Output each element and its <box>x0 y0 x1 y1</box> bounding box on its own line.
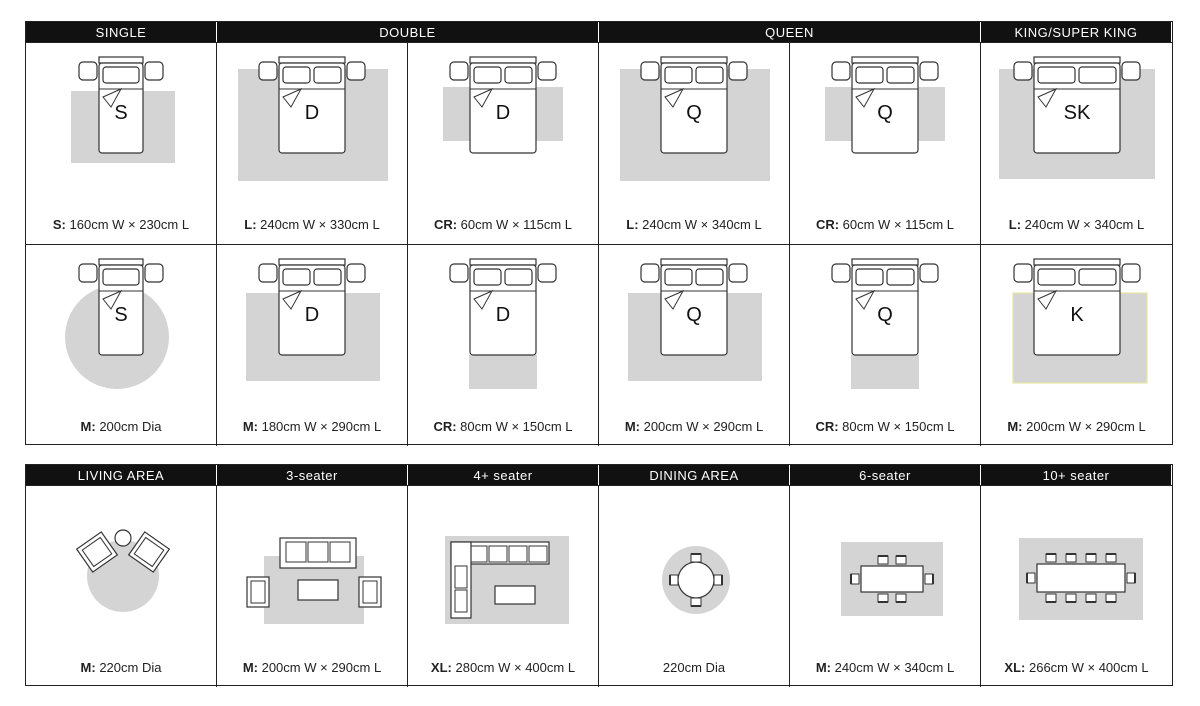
dining-chair-icon <box>1046 554 1056 562</box>
pillow-icon <box>505 67 532 83</box>
headboard-icon <box>279 57 345 63</box>
dining-chair-seat <box>670 575 678 585</box>
nightstand-icon <box>832 264 850 282</box>
rug-size-caption <box>599 217 789 232</box>
size-dimensions: 200cm Dia <box>95 419 162 434</box>
dining-chair-seat <box>851 574 859 584</box>
bed-rug-cell <box>981 42 1172 244</box>
rug-size-caption <box>981 419 1172 434</box>
pillow-icon <box>856 269 883 285</box>
room-category-header: DINING AREA <box>599 465 790 485</box>
bed-category-header: DOUBLE <box>217 22 599 42</box>
bed-rug-diagram <box>604 49 784 199</box>
size-dimensions: 80cm W × 150cm L <box>456 419 573 434</box>
bed-rug-diagram <box>222 251 402 401</box>
nightstand-icon <box>1014 62 1032 80</box>
room-category-header: LIVING AREA <box>26 465 217 485</box>
room-rug-cell <box>599 485 790 687</box>
pillow-icon <box>314 67 341 83</box>
size-code: S: <box>52 217 66 232</box>
dining-chair-seat <box>1106 554 1116 562</box>
dining-chair-icon <box>1106 554 1116 562</box>
size-code: M: <box>624 419 640 434</box>
rug-size-caption <box>790 419 980 434</box>
nightstand-icon <box>729 264 747 282</box>
bed-rug-diagram <box>795 49 975 199</box>
room-rug-cell <box>217 485 408 687</box>
bed-size-letter: Q <box>877 303 893 326</box>
dining-chair-icon <box>1066 554 1076 562</box>
room-rug-cell <box>790 485 981 687</box>
nightstand-icon <box>1122 62 1140 80</box>
pillow-icon <box>665 269 692 285</box>
armchair-icon <box>247 577 269 607</box>
dining-chair-icon <box>1127 573 1135 583</box>
pillow-icon <box>887 269 914 285</box>
bed-size-letter: D <box>495 101 511 124</box>
dining-chair-icon <box>1086 554 1096 562</box>
bed-size-letter: D <box>304 303 320 326</box>
bed-rug-diagram <box>31 251 211 401</box>
rug-runner-left <box>443 87 471 141</box>
furniture-group <box>445 536 569 624</box>
bed-size-letter: Q <box>686 303 702 326</box>
sofa-cushion-icon <box>469 546 487 562</box>
size-dimensions: 220cm Dia <box>662 660 726 675</box>
bed-rug-cell <box>26 42 217 244</box>
bed-rug-diagram <box>413 251 593 401</box>
pillow-icon <box>1038 269 1075 285</box>
rug-size-caption <box>217 217 407 232</box>
bed-rug-diagram <box>31 49 211 199</box>
bed-size-letter: S <box>114 101 128 124</box>
pillow-icon <box>283 67 310 83</box>
size-code: XL: <box>1004 660 1026 675</box>
dining-chair-seat <box>1027 573 1035 583</box>
armchair-icon <box>359 577 381 607</box>
nightstand-icon <box>145 62 163 80</box>
nightstand-icon <box>145 264 163 282</box>
bed-rug-cell <box>599 42 790 244</box>
nightstand-icon <box>538 62 556 80</box>
pillow-icon <box>505 269 532 285</box>
nightstand-icon <box>538 264 556 282</box>
dining-chair-seat <box>878 594 888 602</box>
rug-size-caption <box>408 419 598 434</box>
dining-chair-icon <box>878 594 888 602</box>
size-dimensions: 160cm W × 230cm L <box>65 217 190 232</box>
bed-rug-cell <box>217 42 408 244</box>
bed-rug-diagram <box>222 49 402 199</box>
nightstand-icon <box>79 264 97 282</box>
room-category-header: 6-seater <box>790 465 981 485</box>
room-rug-diagram <box>413 492 593 642</box>
rug-runner-left <box>825 87 853 141</box>
dining-chair-icon <box>851 574 859 584</box>
room-category-header: 3-seater <box>217 465 408 485</box>
dining-chair-seat <box>925 574 933 584</box>
size-dimensions: 280cm W × 400cm L <box>451 660 576 675</box>
rug-size-caption <box>217 660 407 675</box>
size-dimensions: 200cm W × 290cm L <box>257 660 382 675</box>
size-dimensions: 266cm W × 400cm L <box>1025 660 1149 675</box>
pillow-icon <box>1079 67 1116 83</box>
dining-chair-seat <box>714 575 722 585</box>
headboard-icon <box>99 259 143 265</box>
rug-size-caption <box>26 419 216 434</box>
rug-size-caption <box>599 419 789 434</box>
bed-rug-cell <box>790 42 981 244</box>
pillow-icon <box>283 269 310 285</box>
bed-category-header: SINGLE <box>26 22 217 42</box>
bed-rug-cell <box>26 244 217 446</box>
sofa-cushion-icon <box>308 542 328 562</box>
furniture-group <box>841 542 943 616</box>
rug-size-caption <box>790 217 980 232</box>
side-table-icon <box>115 530 131 546</box>
dining-chair-icon <box>691 598 701 606</box>
furniture-group <box>77 530 170 612</box>
pillow-icon <box>665 67 692 83</box>
room-category-header: 4+ seater <box>408 465 599 485</box>
sofa-cushion-icon <box>529 546 547 562</box>
sofa-cushion-icon <box>286 542 306 562</box>
bed-rug-diagram <box>413 49 593 199</box>
sofa-cushion-icon <box>489 546 507 562</box>
size-code: M: <box>1007 419 1023 434</box>
rug-size-caption <box>26 217 216 232</box>
nightstand-icon <box>1014 264 1032 282</box>
bed-size-letter: Q <box>877 101 893 124</box>
armchair-seat <box>363 581 377 603</box>
size-code: M: <box>80 419 96 434</box>
dining-chair-seat <box>896 556 906 564</box>
dining-chair-seat <box>691 598 701 606</box>
headboard-icon <box>852 259 918 265</box>
room-category-header: 10+ seater <box>981 465 1172 485</box>
bed-category-header: KING/SUPER KING <box>981 22 1172 42</box>
dining-chair-icon <box>1066 594 1076 602</box>
headboard-icon <box>1034 259 1120 265</box>
headboard-icon <box>661 259 727 265</box>
pillow-icon <box>474 67 501 83</box>
size-dimensions: 200cm W × 290cm L <box>639 419 764 434</box>
size-code: M: <box>80 660 96 675</box>
room-rug-diagram <box>222 492 402 642</box>
size-code: XL: <box>430 660 452 675</box>
size-dimensions: 180cm W × 290cm L <box>257 419 382 434</box>
bed-rug-diagram <box>795 251 975 401</box>
size-code: CR: <box>815 419 839 434</box>
dining-table-icon <box>861 566 923 592</box>
room-rug-diagram <box>795 492 975 642</box>
headboard-icon <box>1034 57 1120 63</box>
bed-icon <box>832 259 938 355</box>
bed-size-letter: Q <box>686 101 702 124</box>
size-dimensions: 60cm W × 115cm L <box>839 217 955 232</box>
rug-size-caption <box>790 660 980 675</box>
size-code: M: <box>815 660 831 675</box>
size-dimensions: 240cm W × 340cm L <box>830 660 955 675</box>
bed-rug-cell <box>217 244 408 446</box>
pillow-icon <box>696 67 723 83</box>
dining-chair-seat <box>896 594 906 602</box>
dining-chair-seat <box>1066 554 1076 562</box>
rug-size-caption <box>981 217 1172 232</box>
pillow-icon <box>856 67 883 83</box>
furniture-group <box>662 546 730 614</box>
dining-chair-seat <box>1086 594 1096 602</box>
bed-rug-cell <box>790 244 981 446</box>
dining-chair-seat <box>1066 594 1076 602</box>
dining-chair-seat <box>878 556 888 564</box>
dining-chair-icon <box>925 574 933 584</box>
dining-chair-icon <box>1046 594 1056 602</box>
room-rug-diagram <box>31 492 211 642</box>
bed-rug-cell <box>599 244 790 446</box>
bed-icon <box>450 259 556 355</box>
nightstand-icon <box>920 62 938 80</box>
size-code: M: <box>242 419 258 434</box>
nightstand-icon <box>641 62 659 80</box>
size-dimensions: 240cm W × 340cm L <box>638 217 762 232</box>
furniture-group <box>247 538 381 624</box>
rug-size-caption <box>26 660 216 675</box>
bed-rug-diagram <box>604 251 784 401</box>
rug-size-caption <box>981 660 1172 675</box>
sofa-cushion-icon <box>330 542 350 562</box>
nightstand-icon <box>1122 264 1140 282</box>
pillow-icon <box>1079 269 1116 285</box>
nightstand-icon <box>79 62 97 80</box>
bed-size-letter: K <box>1069 303 1084 326</box>
bed-rug-diagram <box>987 49 1167 199</box>
dining-chair-icon <box>1027 573 1035 583</box>
rug-runner-right <box>917 87 945 141</box>
size-dimensions: 80cm W × 150cm L <box>838 419 955 434</box>
nightstand-icon <box>259 62 277 80</box>
room-rug-diagram <box>987 492 1167 642</box>
rug-size-caption <box>599 660 789 675</box>
bed-rug-cell <box>408 42 599 244</box>
headboard-icon <box>852 57 918 63</box>
dining-chair-icon <box>670 575 678 585</box>
bed-rug-cell <box>981 244 1172 446</box>
room-rug-size-grid <box>25 464 1173 686</box>
rug-foot <box>851 355 919 389</box>
bed-rug-cell <box>408 244 599 446</box>
dining-chair-icon <box>896 594 906 602</box>
headboard-icon <box>470 57 536 63</box>
headboard-icon <box>99 57 143 63</box>
pillow-icon <box>103 67 139 83</box>
size-code: L: <box>626 217 639 232</box>
dining-chair-seat <box>1046 554 1056 562</box>
nightstand-icon <box>641 264 659 282</box>
pillow-icon <box>887 67 914 83</box>
bed-size-letter: S <box>114 303 128 326</box>
size-dimensions: 240cm W × 340cm L <box>1021 217 1145 232</box>
dining-chair-icon <box>714 575 722 585</box>
rug-size-caption <box>217 419 407 434</box>
dining-chair-icon <box>1086 594 1096 602</box>
size-code: CR: <box>433 217 458 232</box>
size-dimensions: 220cm Dia <box>95 660 162 675</box>
coffee-table-icon <box>298 580 338 600</box>
room-rug-cell <box>408 485 599 687</box>
pillow-icon <box>474 269 501 285</box>
nightstand-icon <box>450 62 468 80</box>
bed-size-letter: SK <box>1063 101 1090 124</box>
size-code: M: <box>242 660 258 675</box>
size-dimensions: 200cm W × 290cm L <box>1022 419 1146 434</box>
dining-chair-icon <box>896 556 906 564</box>
dining-chair-seat <box>1127 573 1135 583</box>
bed-rug-diagram <box>987 251 1167 401</box>
nightstand-icon <box>920 264 938 282</box>
rug-size-caption <box>408 660 598 675</box>
rug-shape <box>851 355 919 389</box>
nightstand-icon <box>729 62 747 80</box>
size-code: L: <box>244 217 257 232</box>
pillow-icon <box>1038 67 1075 83</box>
headboard-icon <box>661 57 727 63</box>
sofa-cushion-icon <box>455 566 467 588</box>
size-code: CR: <box>433 419 457 434</box>
headboard-icon <box>470 259 536 265</box>
bed-size-letter: D <box>304 101 320 124</box>
dining-chair-icon <box>878 556 888 564</box>
pillow-icon <box>103 269 139 285</box>
room-rug-diagram <box>604 492 784 642</box>
rug-runner-right <box>535 87 563 141</box>
dining-chair-seat <box>1046 594 1056 602</box>
bed-rug-size-grid <box>25 21 1173 445</box>
dining-chair-seat <box>1086 554 1096 562</box>
round-table-icon <box>678 562 714 598</box>
size-code: L: <box>1008 217 1022 232</box>
rug-shape <box>469 355 537 389</box>
room-rug-cell <box>981 485 1172 687</box>
bed-size-letter: D <box>495 303 511 326</box>
nightstand-icon <box>347 264 365 282</box>
dining-chair-seat <box>1106 594 1116 602</box>
coffee-table-icon <box>495 586 535 604</box>
dining-chair-icon <box>1106 594 1116 602</box>
dining-table-icon <box>1037 564 1125 592</box>
bed-category-header: QUEEN <box>599 22 981 42</box>
rug-foot <box>469 355 537 389</box>
nightstand-icon <box>259 264 277 282</box>
furniture-group <box>1019 538 1143 620</box>
pillow-icon <box>696 269 723 285</box>
size-code: CR: <box>815 217 840 232</box>
armchair-seat <box>251 581 265 603</box>
dining-chair-icon <box>691 554 701 562</box>
room-rug-cell <box>26 485 217 687</box>
pillow-icon <box>314 269 341 285</box>
size-dimensions: 60cm W × 115cm L <box>457 217 573 232</box>
nightstand-icon <box>832 62 850 80</box>
size-dimensions: 240cm W × 330cm L <box>256 217 380 232</box>
nightstand-icon <box>450 264 468 282</box>
headboard-icon <box>279 259 345 265</box>
rug-size-caption <box>408 217 598 232</box>
sofa-cushion-icon <box>509 546 527 562</box>
sofa-cushion-icon <box>455 590 467 612</box>
nightstand-icon <box>347 62 365 80</box>
dining-chair-seat <box>691 554 701 562</box>
